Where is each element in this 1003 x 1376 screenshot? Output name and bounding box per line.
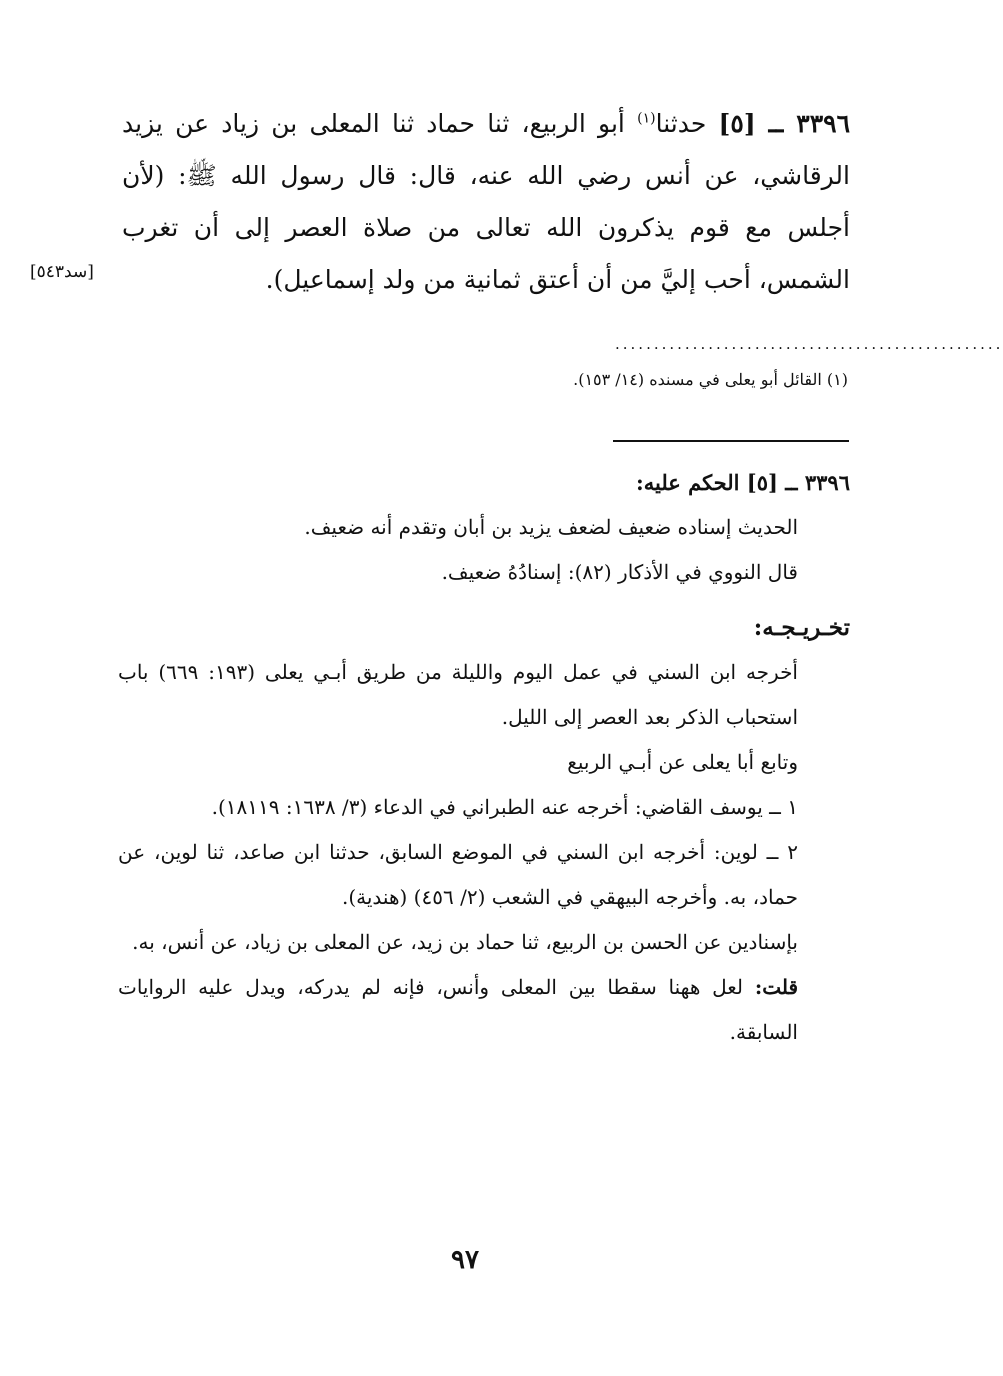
takhrij-list-item: ٢ ــ لوين: أخرجه ابن السني في الموضع السابق، حدثنا ابن صاعد، ثنا لوين، عن حماد، به. وأخرجه البيهقي في الشعب (٢/ ٤٥٦) (هندية). [118, 840, 798, 909]
ruling-line: قال النووي في الأذكار (٨٢): إسنادُهُ ضعيف. [441, 560, 798, 584]
takhrij-list-item: ١ ــ يوسف القاضي: أخرجه عنه الطبراني في الدعاء (٣/ ١٦٣٨: ١٨١١٩). [211, 795, 798, 819]
takhrij-paragraph: وتابع أبا يعلى عن أبـي الربيع [567, 750, 798, 774]
hadith-text [122, 98, 850, 306]
ruling-line: الحديث إسناده ضعيف لضعف يزيد بن أبان وتقدم أنه ضعيف. [304, 515, 798, 539]
commentary [118, 460, 850, 1055]
takhrij-heading: تخـريـجـه: [753, 614, 850, 641]
section-divider [613, 440, 849, 442]
takhrij-paragraph: أخرجه ابن السني في عمل اليوم والليلة من طريق أبـي يعلى (١٩٣: ٦٦٩) باب استحباب الذكر بعد العصر إلى الليل. [118, 660, 798, 729]
page-number: ٩٧ [451, 1245, 479, 1275]
hadith-opening: حدثنا [655, 109, 707, 138]
ruling-heading: ٣٣٩٦ ــ [٥] الحكم عليه: [635, 470, 850, 495]
hadith-body: أبو الربيع، ثنا حماد ثنا المعلى بن زياد عن يزيد الرقاشي، عن أنس رضي الله عنه، قال: قال رسول الله ﷺ: (لأن أجلس مع قوم يذكرون الله تعالى من صلاة العصر إلى أن تغرب الشمس، أحب إليَّ من أن أعتق ثمانية من ولد إسماعيل). [122, 109, 850, 294]
footnote-separator: .................................................. [615, 335, 1003, 353]
qultu-note [118, 965, 850, 1055]
qultu-text: لعل ههنا سقطا بين المعلى وأنس، فإنه لم يدركه، ويدل عليه الروايات السابقة. [118, 975, 798, 1044]
footnote: (١) القائل أبو يعلى في مسنده (١٤/ ١٥٣). [573, 370, 848, 389]
takhrij-paragraph: بإسنادين عن الحسن بن الربيع، ثنا حماد بن زيد، عن المعلى بن زياد، عن أنس، به. [132, 930, 798, 954]
qultu-label: قلت: [754, 975, 799, 999]
hadith-number: ٣٣٩٦ ــ [٥] [718, 109, 851, 138]
footnote-marker[interactable]: (١) [637, 110, 656, 127]
margin-reference: [سد٥٤٣] [30, 262, 94, 282]
